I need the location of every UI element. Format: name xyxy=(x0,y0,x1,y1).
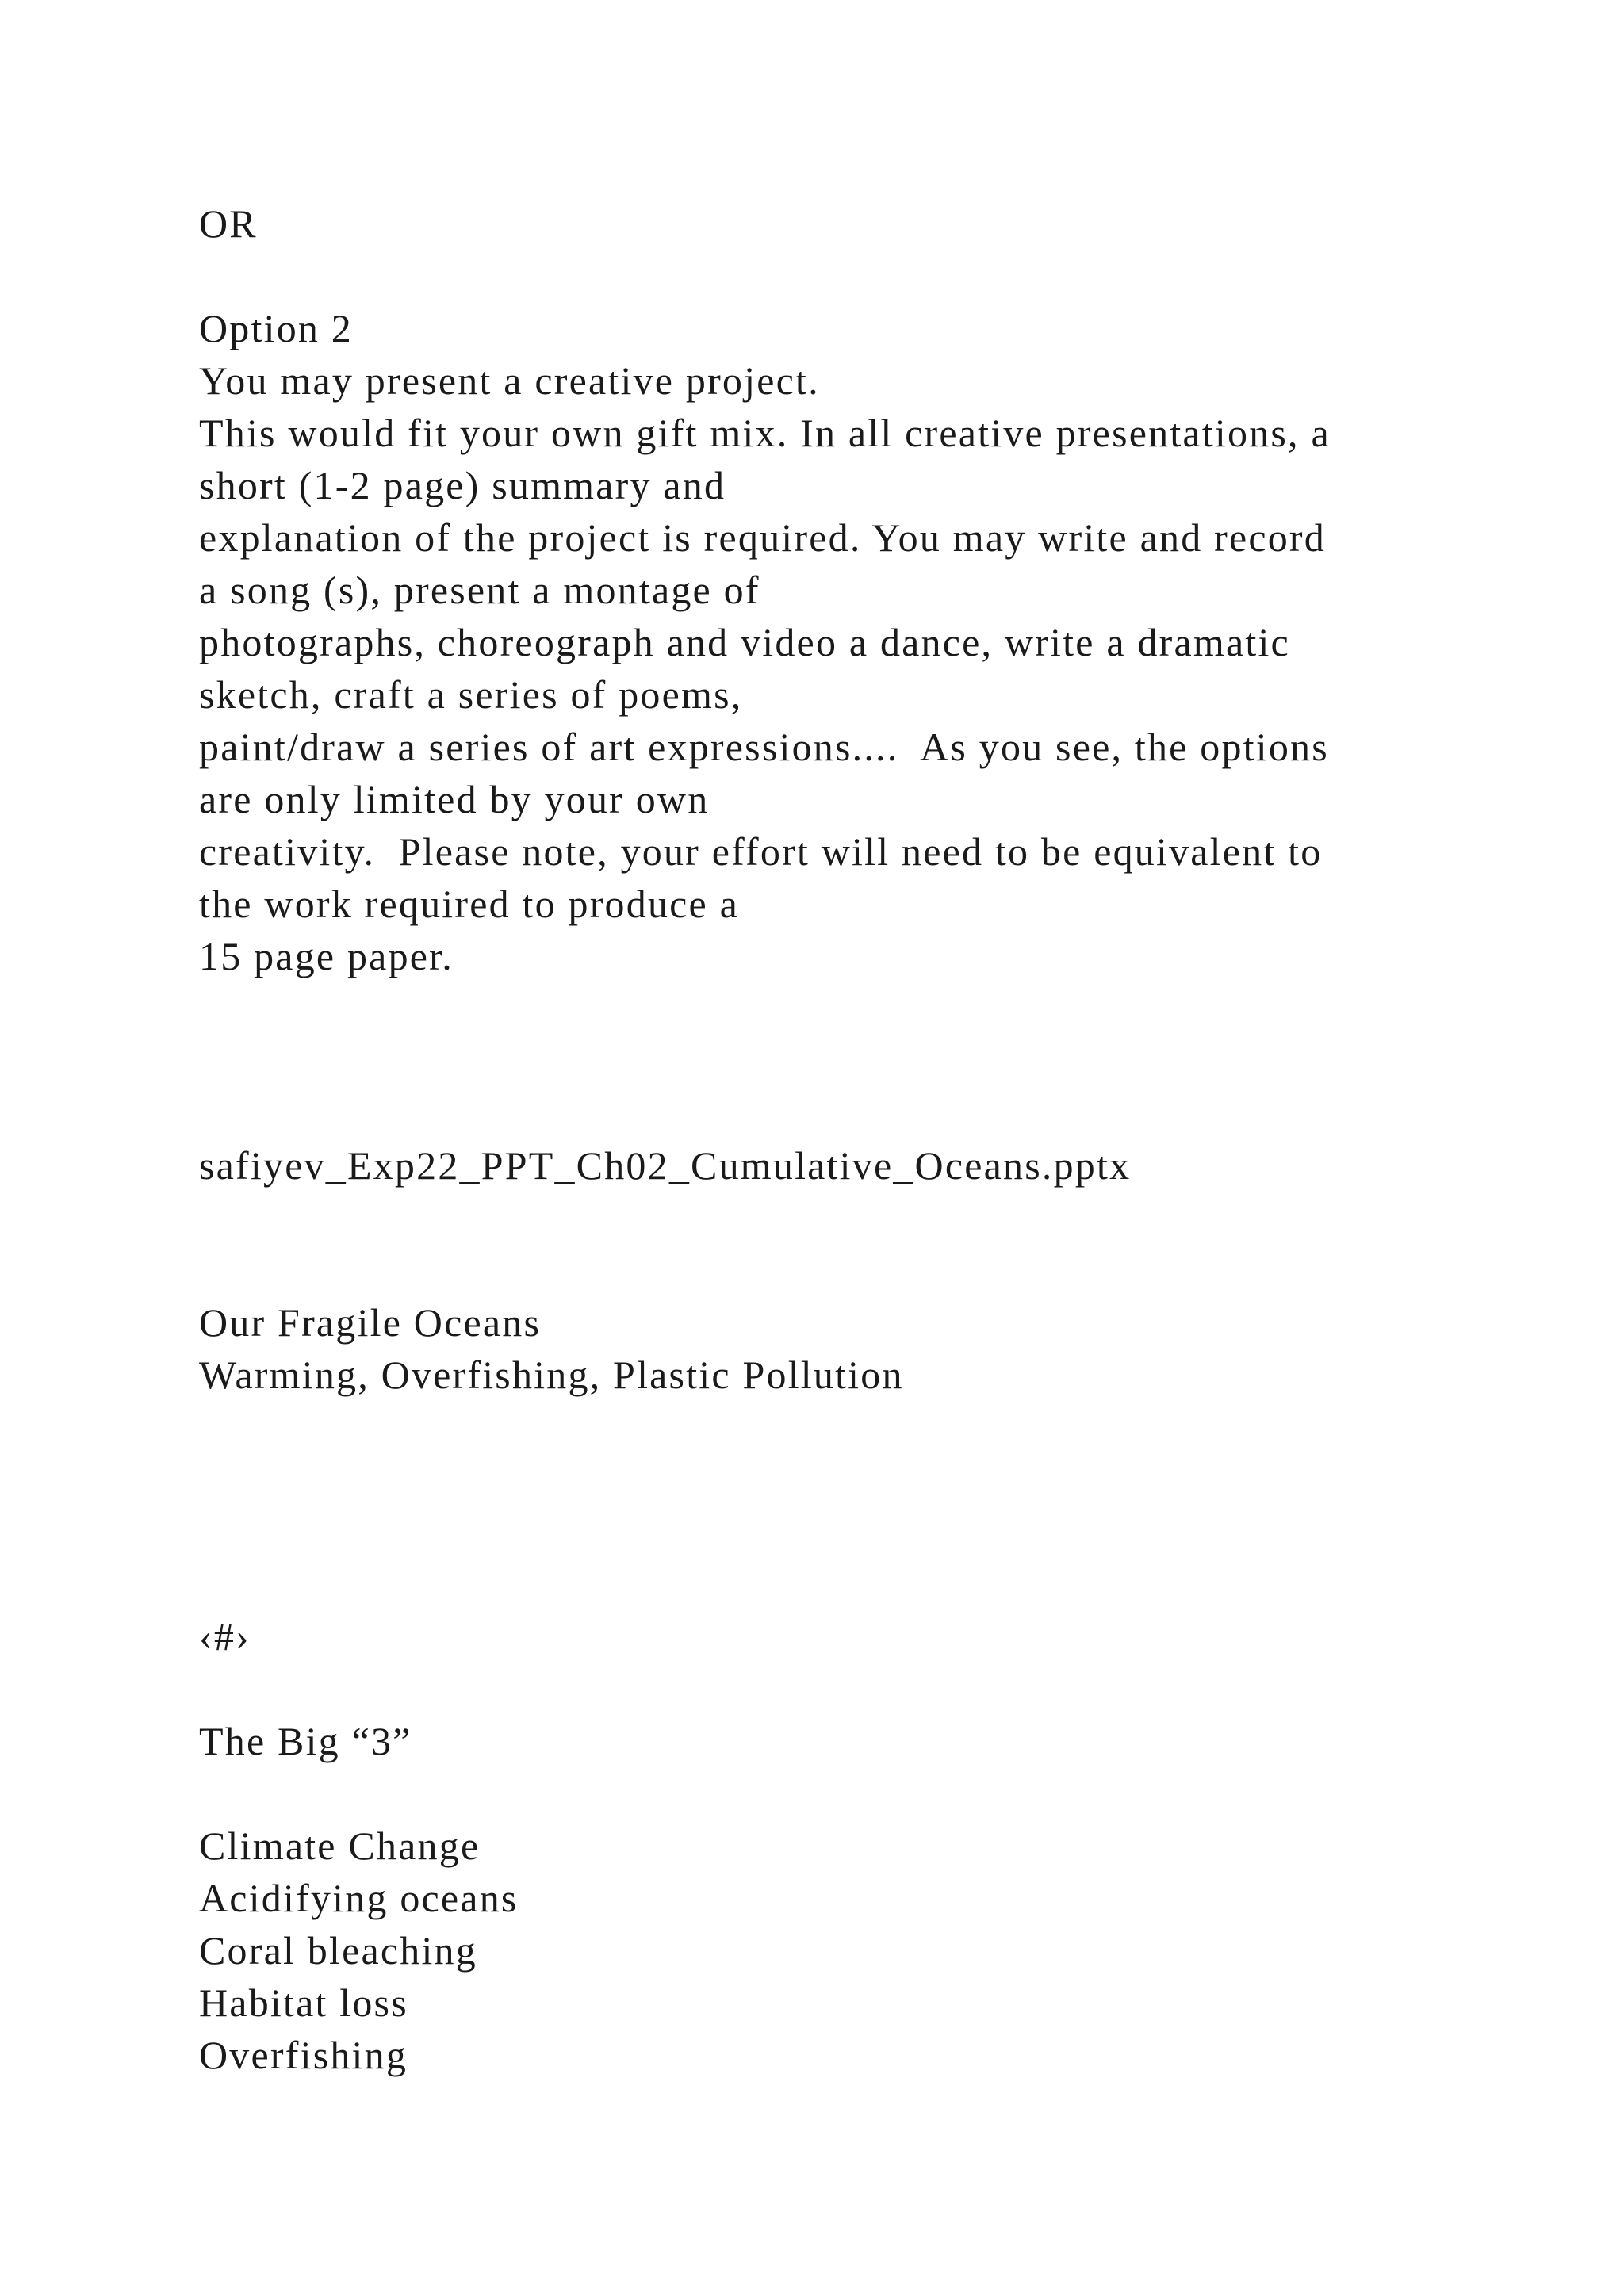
option-line: explanation of the project is required. You may write and record xyxy=(199,515,1326,560)
option-title: Option 2 xyxy=(199,306,353,350)
slide-title: Our Fragile Oceans xyxy=(199,1300,542,1345)
option-line: paint/draw a series of art expressions.... As you see, the options xyxy=(199,725,1329,769)
option-line: You may present a creative project. xyxy=(199,358,820,403)
option-line: a song (s), present a montage of xyxy=(199,568,760,612)
section-title: The Big “3” xyxy=(199,1719,412,1763)
option-line: the work required to produce a xyxy=(199,882,740,926)
bullet-item: Habitat loss xyxy=(199,1980,408,2025)
option-line: 15 page paper. xyxy=(199,934,454,978)
bullet-item: Climate Change xyxy=(199,1823,481,1868)
bullet-item: Coral bleaching xyxy=(199,1928,477,1973)
bullet-item: Overfishing xyxy=(199,2033,408,2077)
option-line: are only limited by your own xyxy=(199,777,710,821)
option-line: creativity. Please note, your effort will need to be equivalent to xyxy=(199,829,1323,874)
option-line: sketch, craft a series of poems, xyxy=(199,672,743,717)
option-line: short (1-2 page) summary and xyxy=(199,463,726,507)
slide-subtitle: Warming, Overfishing, Plastic Pollution xyxy=(199,1353,904,1397)
file-name: safiyev_Exp22_PPT_Ch02_Cumulative_Oceans.pptx xyxy=(199,1143,1132,1188)
bullet-item: Acidifying oceans xyxy=(199,1876,519,1920)
or-heading: OR xyxy=(199,201,258,246)
slide-number-placeholder: ‹#› xyxy=(199,1614,251,1659)
option-line: This would fit your own gift mix. In all creative presentations, a xyxy=(199,411,1331,455)
option-line: photographs, choreograph and video a dance, write a dramatic xyxy=(199,620,1290,664)
